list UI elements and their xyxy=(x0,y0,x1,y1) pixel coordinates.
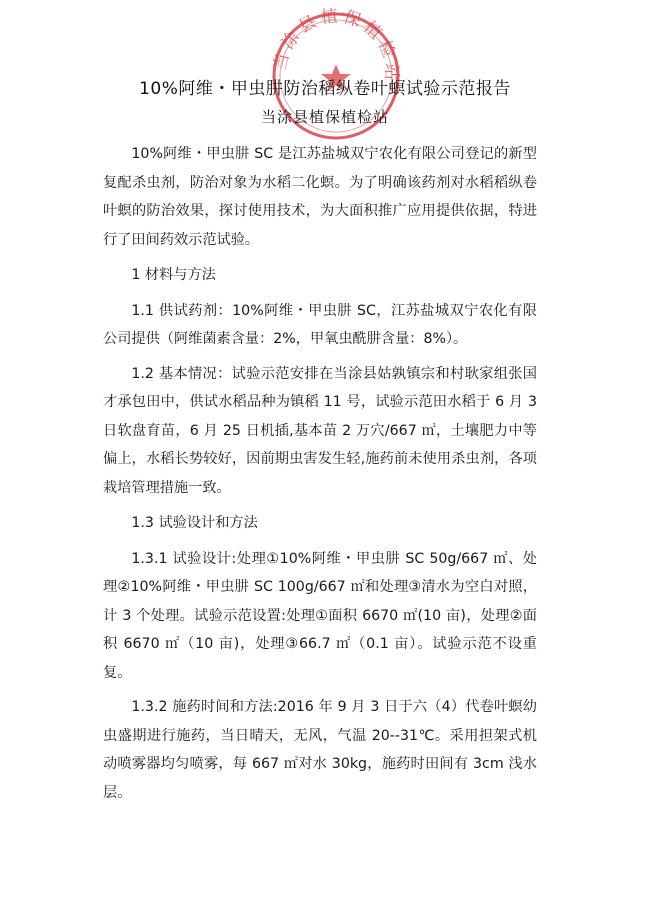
svg-text:当涂县植保植检站: 当涂县植保植检站 xyxy=(270,6,402,85)
paragraph-application-time: 1.3.2 施药时间和方法:2016 年 9 月 3 日于六（4）代卷叶螟幼虫盛期进行施药，当日晴天，无风，气温 20--31℃。采用担架式机动喷雾器均匀喷雾，每 667 ㎡对水 30kg，施药时田间有 3cm 浅水层。 xyxy=(103,699,537,801)
issuing-organization: 当涂县植保植检站 xyxy=(260,108,389,126)
document-title: 10%阿维・甲虫肼防治稻纵卷叶螟试验示范报告 xyxy=(139,79,511,99)
paragraph-test-design: 1.3.1 试验设计:处理①10%阿维・甲虫肼 SC 50g/667 ㎡、处理②10%阿维・甲虫肼 SC 100g/667 ㎡和处理③清水为空白对照，计 3 个处理。试验示范设置:处理①面积 6670 ㎡(10 亩)，处理②面积 6670 ㎡（10 亩)，处理③66.7 ㎡（0.1 亩）。试验示范不设重复。 xyxy=(103,550,537,681)
section-heading-design: 1.3 试验设计和方法 xyxy=(131,515,258,531)
document-body xyxy=(103,140,537,813)
paragraph-basic-info: 1.2 基本情况：试验示范安排在当涂县姑孰镇宗和村耿家组张国才承包田中，供试水稻品种为镇稻 11 号，试验示范田水稻于 6 月 3 日软盘育苗，6 月 25 日机插,基本苗 2 万穴/667 ㎡，土壤肥力中等偏上，水稻长势较好，因前期虫害发生轻,施药前未使用杀虫剂，各项栽培管理措施一致。 xyxy=(103,365,537,496)
section-heading-materials-methods: 1 材料与方法 xyxy=(131,267,216,283)
intro-paragraph: 10%阿维・甲虫肼 SC 是江苏盐城双宁农化有限公司登记的新型复配杀虫剂，防治对象为水稻二化螟。为了明确该药剂对水稻稻纵卷叶螟的防治效果，探讨使用技术，为大面积推广应用提供依据，特进行了田间药效示范试验。 xyxy=(103,146,537,248)
paragraph-test-pesticide: 1.1 供试药剂：10%阿维・甲虫肼 SC，江苏盐城双宁农化有限公司提供（阿维菌素含量：2%，甲氧虫酰肼含量：8%）。 xyxy=(103,302,537,347)
